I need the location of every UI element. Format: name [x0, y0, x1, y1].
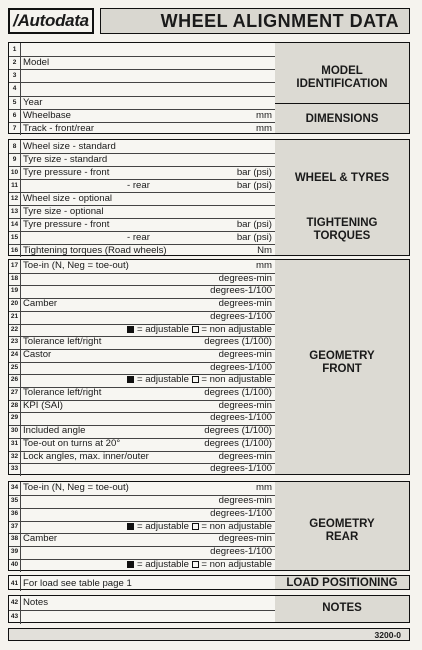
- field-label: Castor: [23, 348, 52, 360]
- form-row: [9, 96, 275, 110]
- field-unit: degrees (1/100): [204, 336, 272, 348]
- row-number: 12: [9, 192, 21, 205]
- form-row: [9, 336, 275, 350]
- non-adjustable-text: = non adjustable: [201, 323, 272, 335]
- row-number: 4: [9, 82, 21, 95]
- field-label: Model: [23, 57, 50, 69]
- row-number: 34: [9, 482, 21, 495]
- field-label: Tyre size - standard: [23, 154, 108, 165]
- adjustable-text: = adjustable: [136, 520, 189, 532]
- row-number: 39: [9, 546, 21, 559]
- adjustable-legend: [127, 521, 272, 534]
- field-column: [9, 596, 276, 622]
- form-row: [9, 285, 275, 299]
- row-number: 28: [9, 400, 21, 413]
- field-label: Lock angles, max. inner/outer: [23, 450, 149, 462]
- row-number: 29: [9, 412, 21, 425]
- field-column: [9, 576, 276, 589]
- non-adjustable-text: = non adjustable: [201, 374, 272, 386]
- category-label-line: DIMENSIONS: [305, 113, 379, 125]
- row-number: 37: [9, 521, 21, 534]
- form-row: [9, 576, 275, 591]
- field-label: Toe-in (N, Neg = toe-out): [23, 482, 129, 493]
- category-label: [275, 602, 409, 615]
- category-label: [275, 172, 409, 185]
- adjustable-legend: [127, 374, 272, 387]
- form-row: [9, 311, 275, 325]
- field-unit: degrees-1/100: [210, 285, 272, 297]
- form-row: [9, 596, 275, 611]
- field-unit: degrees-1/100: [210, 412, 272, 424]
- row-number: 20: [9, 298, 21, 311]
- form-row: [9, 387, 275, 401]
- category-label: [275, 65, 409, 91]
- form-row: [9, 533, 275, 547]
- form-row: [9, 559, 275, 572]
- row-number: 35: [9, 495, 21, 508]
- field-label: For load see table page 1: [23, 578, 132, 589]
- category-column: [275, 43, 409, 133]
- field-sublabel: - rear: [127, 232, 150, 243]
- adjustable-legend: [127, 324, 272, 337]
- row-number: 26: [9, 374, 21, 387]
- field-unit: degrees-min: [218, 533, 272, 545]
- category-label-line: GEOMETRY: [309, 350, 375, 362]
- row-number: 17: [9, 260, 21, 273]
- form-row: [9, 260, 275, 274]
- category-column: [275, 482, 409, 570]
- form-section: [8, 595, 410, 623]
- field-label: Tolerance left/right: [23, 336, 102, 348]
- row-number: 7: [9, 122, 21, 135]
- form-row: [9, 218, 275, 232]
- field-label: Wheelbase: [23, 109, 71, 121]
- form-row: [9, 324, 275, 338]
- field-label: Tyre pressure - front: [23, 219, 110, 230]
- adjustable-legend: [127, 559, 272, 572]
- form-row: [9, 43, 275, 57]
- form-row: [9, 495, 275, 509]
- form-row: [9, 205, 275, 219]
- row-number: 9: [9, 153, 21, 166]
- row-number: 13: [9, 205, 21, 218]
- form-row: [9, 244, 275, 257]
- adjustable-text: = adjustable: [136, 374, 189, 386]
- row-number: 21: [9, 311, 21, 324]
- field-label: Track - front/rear: [23, 122, 95, 134]
- category-column: [275, 260, 409, 474]
- field-label: Year: [23, 96, 43, 108]
- form-row: [9, 109, 275, 123]
- form-row: [9, 231, 275, 245]
- row-number: 11: [9, 179, 21, 192]
- field-unit: degrees-min: [218, 272, 272, 284]
- filled-square-icon: [127, 561, 134, 568]
- row-number: 22: [9, 324, 21, 337]
- category-label-line: REAR: [325, 531, 359, 543]
- row-number: 3: [9, 69, 21, 82]
- field-sublabel: - rear: [127, 180, 150, 191]
- field-column: [9, 260, 276, 474]
- row-number: 8: [9, 140, 21, 153]
- form-section: [8, 42, 410, 134]
- field-unit: degrees (1/100): [204, 437, 272, 449]
- category-label-line: TIGHTENING: [306, 217, 378, 229]
- row-number: 5: [9, 96, 21, 109]
- form-row: [9, 521, 275, 535]
- form-row: [9, 166, 275, 180]
- form-row: [9, 56, 275, 70]
- category-column: [275, 596, 409, 622]
- field-label: Notes: [23, 597, 49, 608]
- field-unit: mm: [256, 122, 272, 134]
- category-label-line: NOTES: [322, 602, 362, 614]
- field-unit: degrees-min: [218, 298, 272, 310]
- empty-square-icon: [192, 326, 199, 333]
- field-column: [9, 482, 276, 570]
- category-column: [275, 140, 409, 255]
- form-row: [9, 273, 275, 287]
- row-number: 10: [9, 166, 21, 179]
- header: [8, 8, 410, 34]
- row-number: 33: [9, 463, 21, 476]
- field-label: Tolerance left/right: [23, 387, 102, 399]
- row-number: 30: [9, 425, 21, 438]
- field-unit: Nm: [257, 245, 272, 256]
- document-code: 3200-0: [374, 630, 401, 640]
- row-number: 41: [9, 576, 21, 591]
- category-label: [275, 217, 409, 243]
- form-row: [9, 153, 275, 167]
- adjustable-text: = adjustable: [136, 323, 189, 335]
- form-row: [9, 374, 275, 388]
- form-row: [9, 546, 275, 560]
- row-number: 14: [9, 218, 21, 231]
- field-unit: mm: [256, 260, 272, 271]
- row-number: 16: [9, 244, 21, 257]
- field-label: Wheel size - standard: [23, 141, 116, 152]
- form-section: [8, 139, 410, 256]
- field-label: Camber: [23, 533, 58, 545]
- field-unit: bar (psi): [236, 167, 272, 178]
- row-number: 24: [9, 349, 21, 362]
- category-label-line: MODEL: [321, 65, 363, 77]
- form-row: [9, 438, 275, 452]
- field-unit: degrees-1/100: [210, 310, 272, 322]
- form-row: [9, 349, 275, 363]
- autodata-logo: /Autodata: [8, 8, 94, 34]
- form-row: [9, 82, 275, 96]
- field-unit: mm: [256, 482, 272, 493]
- form-row: [9, 400, 275, 414]
- field-unit: degrees-1/100: [210, 507, 272, 519]
- row-number: 15: [9, 231, 21, 244]
- category-divider: [275, 103, 409, 104]
- row-number: 25: [9, 362, 21, 375]
- form-row: [9, 610, 275, 624]
- empty-square-icon: [192, 376, 199, 383]
- field-unit: degrees-min: [218, 450, 272, 462]
- row-number: 27: [9, 387, 21, 400]
- form-section: [8, 259, 410, 475]
- footer-band: [8, 628, 410, 641]
- form-row: [9, 362, 275, 376]
- field-unit: degrees (1/100): [204, 387, 272, 399]
- row-number: 43: [9, 610, 21, 624]
- category-label-line: TORQUES: [313, 230, 371, 242]
- category-label-line: IDENTIFICATION: [296, 78, 388, 90]
- form-row: [9, 482, 275, 496]
- field-unit: degrees (1/100): [204, 425, 272, 437]
- field-label: Tyre size - optional: [23, 206, 104, 217]
- field-unit: degrees-1/100: [210, 361, 272, 373]
- non-adjustable-text: = non adjustable: [201, 559, 272, 571]
- form-row: [9, 140, 275, 154]
- form-section: [8, 575, 410, 590]
- field-column: [9, 43, 276, 133]
- field-unit: bar (psi): [236, 232, 272, 243]
- category-label-line: LOAD POSITIONING: [286, 577, 398, 589]
- field-column: [9, 140, 276, 255]
- category-label-line: GEOMETRY: [309, 518, 375, 530]
- category-label-line: FRONT: [322, 363, 362, 375]
- field-label: Toe-out on turns at 20°: [23, 437, 121, 449]
- field-unit: degrees-min: [218, 494, 272, 506]
- empty-square-icon: [192, 561, 199, 568]
- category-column: [275, 576, 409, 589]
- form-row: [9, 451, 275, 465]
- row-number: 2: [9, 56, 21, 69]
- row-number: 23: [9, 336, 21, 349]
- row-number: 31: [9, 438, 21, 451]
- form-row: [9, 298, 275, 312]
- field-unit: degrees-min: [218, 348, 272, 360]
- field-label: Tightening torques (Road wheels): [23, 245, 167, 256]
- form-row: [9, 192, 275, 206]
- field-unit: degrees-1/100: [210, 546, 272, 558]
- row-number: 36: [9, 508, 21, 521]
- field-unit: bar (psi): [236, 219, 272, 230]
- form-row: [9, 425, 275, 439]
- field-unit: degrees-1/100: [210, 463, 272, 475]
- field-unit: bar (psi): [236, 180, 272, 191]
- field-label: Tyre pressure - front: [23, 167, 110, 178]
- form-row: [9, 463, 275, 476]
- field-unit: degrees-min: [218, 399, 272, 411]
- empty-square-icon: [192, 523, 199, 530]
- form-row: [9, 122, 275, 135]
- filled-square-icon: [127, 326, 134, 333]
- category-label-line: WHEEL & TYRES: [294, 172, 390, 184]
- non-adjustable-text: = non adjustable: [201, 520, 272, 532]
- filled-square-icon: [127, 523, 134, 530]
- form-row: [9, 179, 275, 193]
- field-label: Wheel size - optional: [23, 193, 113, 204]
- category-label: [275, 518, 409, 544]
- form-row: [9, 412, 275, 426]
- filled-square-icon: [127, 376, 134, 383]
- category-label: [275, 577, 409, 590]
- row-number: 42: [9, 596, 21, 610]
- field-label: Camber: [23, 298, 58, 310]
- row-number: 6: [9, 109, 21, 122]
- page-title: WHEEL ALIGNMENT DATA: [100, 8, 410, 34]
- adjustable-text: = adjustable: [136, 559, 189, 571]
- row-number: 40: [9, 559, 21, 572]
- form-row: [9, 508, 275, 522]
- field-label: KPI (SAI): [23, 399, 63, 411]
- field-unit: mm: [256, 109, 272, 121]
- row-number: 38: [9, 533, 21, 546]
- field-label: Toe-in (N, Neg = toe-out): [23, 260, 129, 271]
- form-section: [8, 481, 410, 571]
- row-number: 1: [9, 43, 21, 56]
- row-number: 32: [9, 451, 21, 464]
- category-label: [275, 113, 409, 126]
- form-row: [9, 69, 275, 83]
- row-number: 18: [9, 273, 21, 286]
- row-number: 19: [9, 285, 21, 298]
- field-label: Included angle: [23, 425, 86, 437]
- category-label: [275, 350, 409, 376]
